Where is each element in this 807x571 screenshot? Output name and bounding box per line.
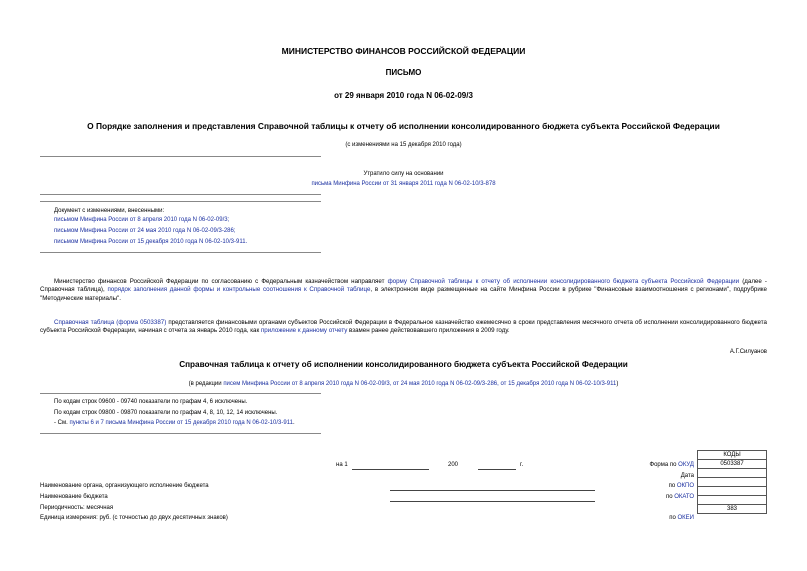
amendments-intro: Документ с изменениями, внесенными: <box>54 208 165 214</box>
expired-link-row <box>0 180 807 188</box>
date-on-label: на 1 <box>336 462 348 468</box>
okato-link[interactable]: ОКАТО <box>674 494 694 500</box>
signature: А.Г.Силуанов <box>729 349 767 355</box>
paragraph-text: , в электронном виде размещенные на сайте Минфина России в рубрике "Финансовые взаимоотношения с регионами", подрубрике "Методические материалы". <box>40 286 767 302</box>
year-suffix: г. <box>520 462 524 468</box>
document-date-number: от 29 января 2010 года N 06-02-09/3 <box>334 91 473 100</box>
form-label-text: Форма по <box>649 462 679 468</box>
okato-label-text: по <box>665 494 675 500</box>
divider <box>40 201 321 202</box>
body-paragraph-1 <box>40 278 767 303</box>
note-text: . <box>292 420 295 426</box>
okato-label <box>666 493 694 501</box>
org-label: Наименование органа, организующего исполнение бюджета <box>40 483 209 489</box>
table-note-3 <box>54 419 295 427</box>
form-okud-label <box>650 461 694 469</box>
amendment-item <box>54 238 247 246</box>
okpo-label <box>669 482 694 490</box>
body-paragraph-2 <box>40 319 767 336</box>
date-blank <box>352 469 429 470</box>
unit-label: Единица измерения: руб. (с точностью до двух десятичных знаков) <box>40 515 228 521</box>
table-title: Справочная таблица к отчету об исполнении консолидированного бюджета субъекта Российской Федерации <box>179 360 628 369</box>
edition-note <box>0 380 807 388</box>
form-code-cell: 0503387 <box>698 460 767 469</box>
edition-text: ) <box>616 381 619 387</box>
okei-label <box>669 514 694 522</box>
edition-link[interactable]: писем Минфина России от 8 апреля 2010 года N 06-02-09/3, от 24 мая 2010 года N 06-02-09/3-286, от 15 декабря 2010 года N 06-02-10/3-911 <box>223 381 617 387</box>
divider <box>40 393 321 394</box>
document-title: О Порядке заполнения и представления Справочной таблицы к отчету об исполнении консолидированного бюджета субъекта Российской Федерации <box>87 121 720 131</box>
okpo-label-text: по <box>668 483 677 489</box>
amendment-link[interactable]: письмом Минфина России от 15 декабря 2010 года N 06-02-10/3-911. <box>54 239 248 245</box>
paragraph-text: Министерство финансов Российской Федерации по согласованию с Федеральным казначейством направляет <box>54 278 388 285</box>
budget-label: Наименование бюджета <box>40 494 108 500</box>
paragraph-text: (далее - Справочная таблица), <box>40 278 767 294</box>
changes-note: (с изменениями на 15 декабря 2010 года) <box>345 142 462 148</box>
okud-link[interactable]: ОКУД <box>678 462 694 468</box>
table-note-2: По кодам строк 09800 - 09870 показатели по графам 4, 8, 10, 12, 14 исключены. <box>54 410 278 416</box>
period-code-cell <box>698 496 767 505</box>
okei-link[interactable]: ОКЕИ <box>677 515 694 521</box>
appendix-link[interactable]: приложение к данному отчету <box>260 327 348 335</box>
expired-note: Утратило силу на основании <box>363 171 444 177</box>
document-type: ПИСЬМО <box>385 68 422 77</box>
codes-table <box>697 450 767 514</box>
clauses-link[interactable]: пункты 6 и 7 письма Минфина России от 15 декабря 2010 года N 06-02-10/3-911 <box>69 420 293 426</box>
date-label: Дата <box>680 473 694 479</box>
divider <box>40 156 321 157</box>
table-note-1: По кодам строк 09600 - 09740 показатели по графам 4, 6 исключены. <box>54 399 248 405</box>
year-blank <box>478 469 516 470</box>
budget-blank <box>390 501 595 502</box>
expired-link[interactable]: письма Минфина России от 31 января 2011 года N 06-02-10/3-878 <box>311 181 496 187</box>
okpo-link[interactable]: ОКПО <box>676 483 694 489</box>
okei-label-text: по <box>669 515 678 521</box>
divider <box>40 433 321 434</box>
procedure-link[interactable]: порядок заполнения данной формы и контрольные соотношения к Справочной таблице <box>107 286 371 294</box>
divider <box>40 252 321 253</box>
edition-text: (в редакции <box>188 381 224 387</box>
ministry-heading: МИНИСТЕРСТВО ФИНАНСОВ РОССИЙСКОЙ ФЕДЕРАЦИИ <box>281 46 526 56</box>
amendment-link[interactable]: письмом Минфина России от 24 мая 2010 года N 06-02-09/3-286; <box>54 228 236 234</box>
divider <box>40 194 321 195</box>
note-text: - См. <box>54 420 70 426</box>
paragraph-text: взамен ранее действовавшего приложения в 2009 году. <box>347 327 510 335</box>
org-blank <box>390 490 595 491</box>
amendment-item <box>54 216 229 224</box>
okato-code-cell <box>698 487 767 496</box>
okei-code-cell: 383 <box>698 505 767 514</box>
period-label: Периодичность: месячная <box>40 505 114 511</box>
paragraph-text: представляется финансовыми органами субъектов Российской Федерации в Федеральное казначейство ежемесячно в сроки представления месячного отчета об исполнении консолидированного бюджета субъекта Российской Федерации, начиная с отчета за январь 2010 года, как <box>40 319 768 335</box>
amendment-item <box>54 227 236 235</box>
codes-header: КОДЫ <box>698 451 767 460</box>
date-code-cell <box>698 469 767 478</box>
year-prefix: 200 <box>448 462 459 468</box>
okpo-code-cell <box>698 478 767 487</box>
reference-table-link[interactable]: Справочная таблица (форма 0503387) <box>54 319 167 326</box>
form-link[interactable]: форму Справочной таблицы к отчету об исполнении консолидированного бюджета субъекта Российской Федерации <box>387 278 740 285</box>
amendment-link[interactable]: письмом Минфина России от 8 апреля 2010 года N 06-02-09/3; <box>54 217 230 223</box>
